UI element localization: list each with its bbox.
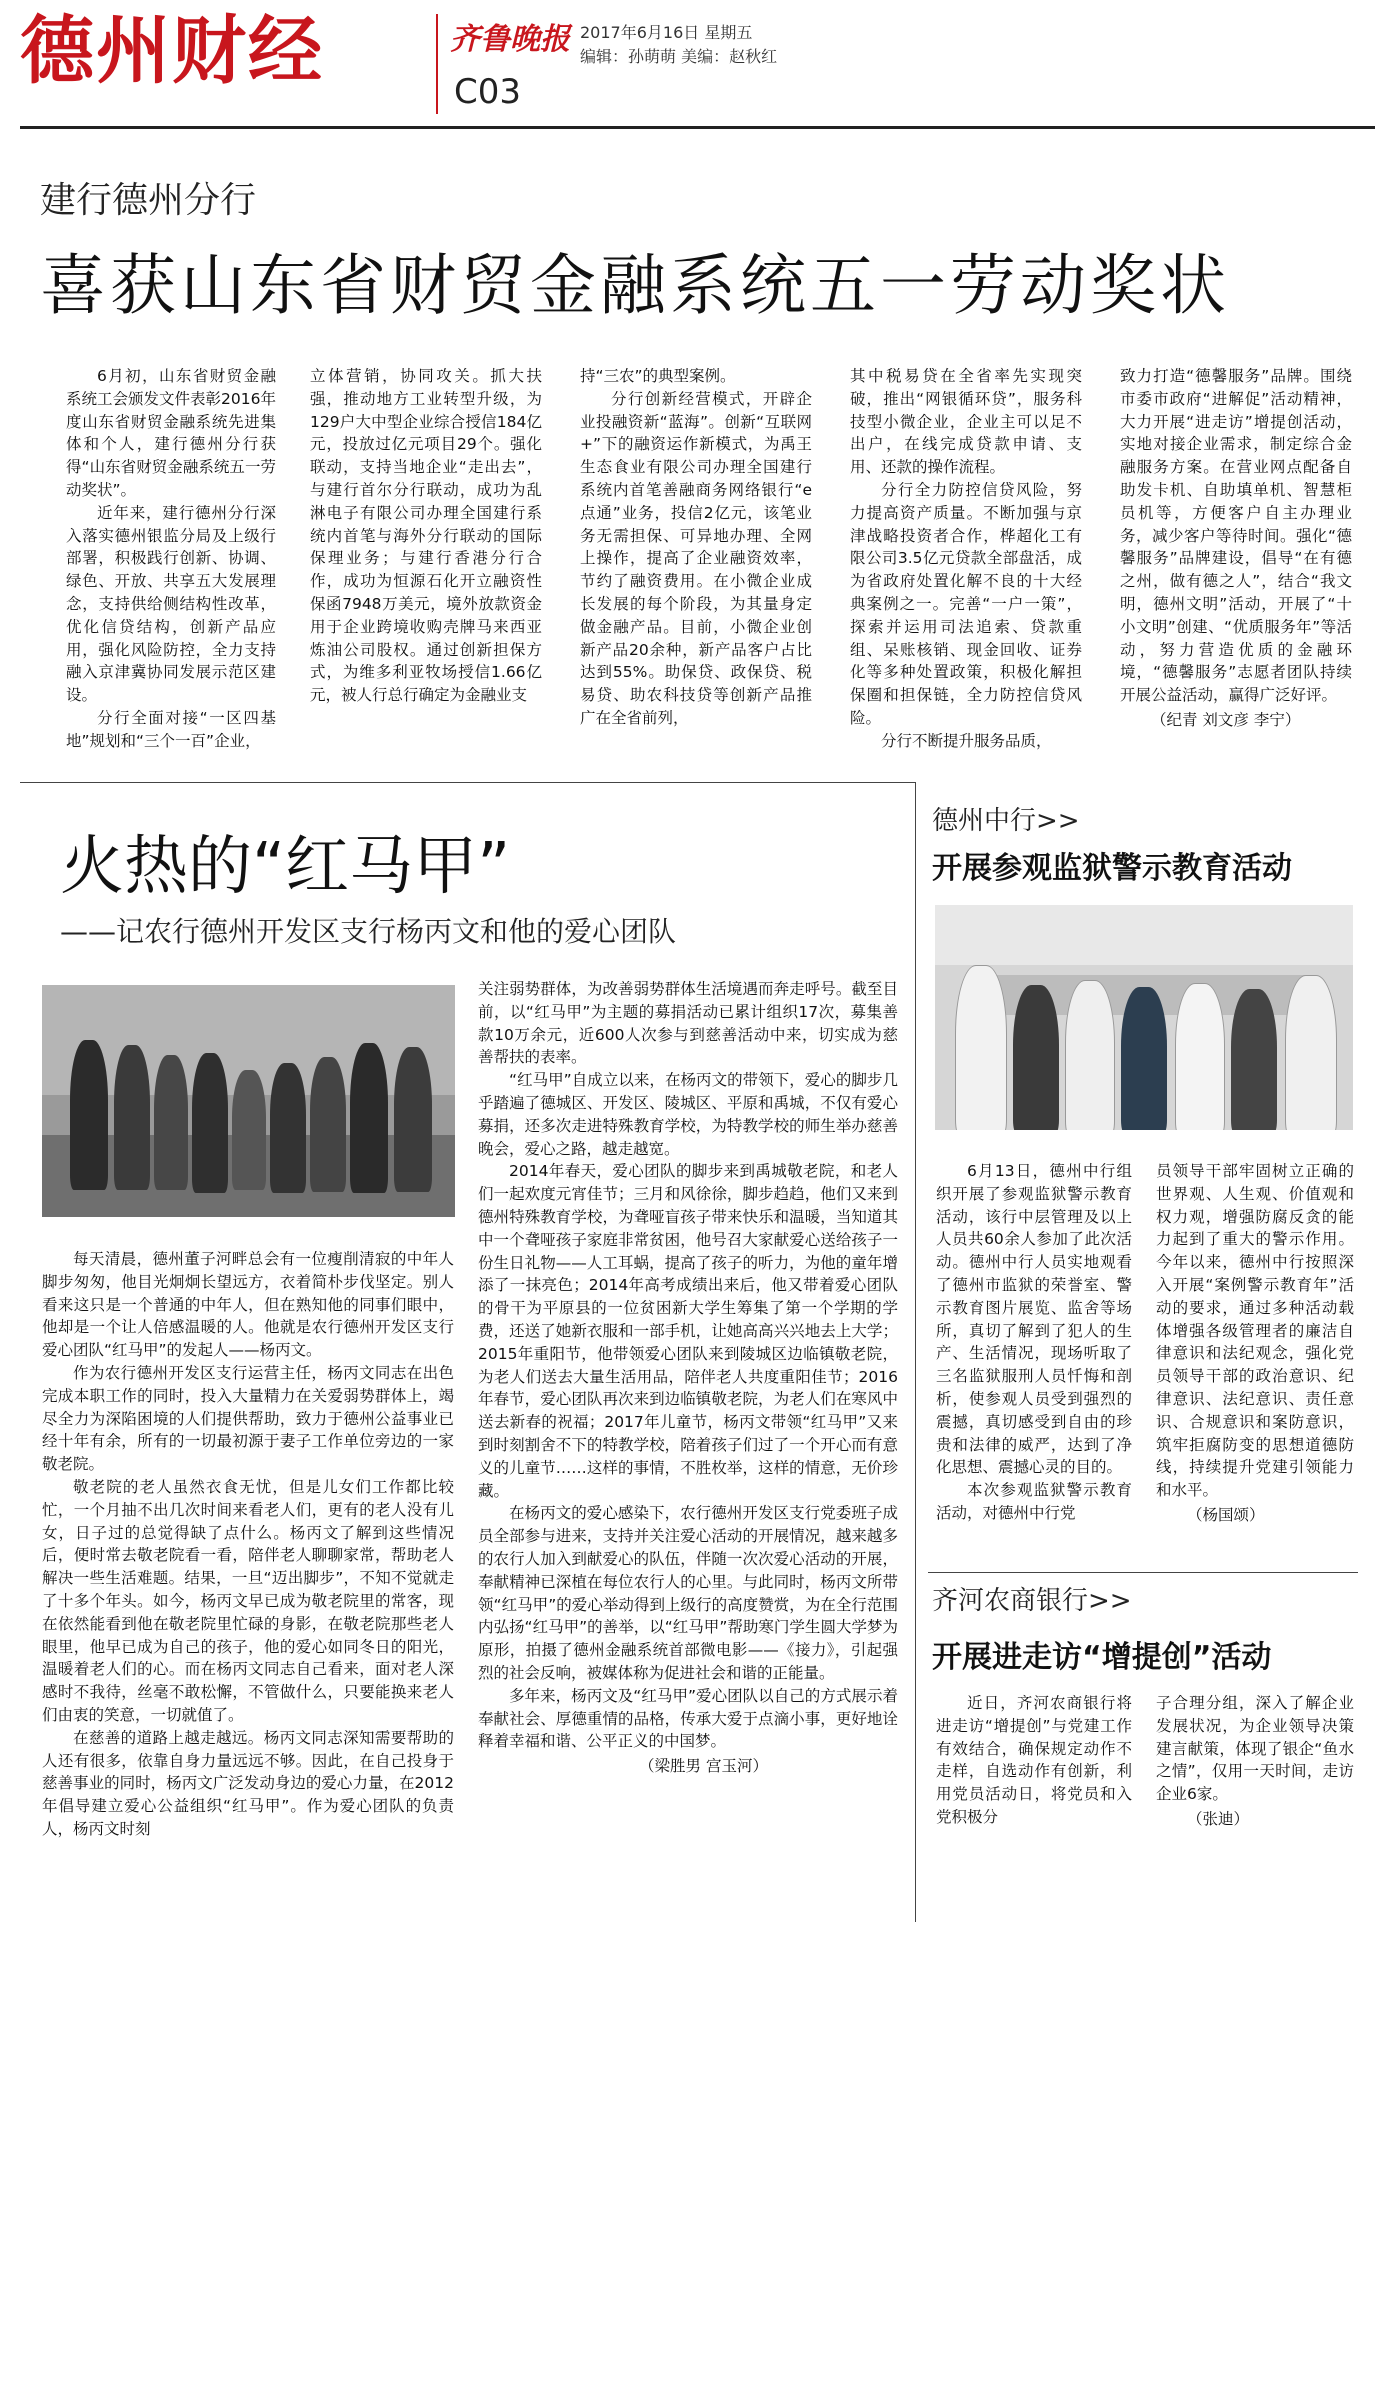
article1-headline: 喜获山东省财贸金融系统五一劳动奖状	[40, 247, 1230, 324]
divider	[20, 782, 915, 783]
paragraph: 在慈善的道路上越走越远。杨丙文同志深知需要帮助的人还有很多，依靠自身力量远远不够。因此，在自己投身于慈善事业的同时，杨丙文广泛发动身边的爱心力量，在2012年倡导建立爱心公益组织“红马甲”。作为爱心团队的负责人，杨丙文时刻	[42, 1728, 454, 1838]
paragraph: 分行创新经营模式，开辟企业投融资新“蓝海”。创新“互联网+”下的融资运作新模式，为禹王生态食业有限公司办理全国建行系统内首笔善融商务网络银行“e点通”业务，投信2亿元，该笔业务无需担保、可异地办理、全网上操作，提高了企业融资效率，节约了融资费用。在小微企业成长发展的每个阶段，为其量身定做金融产品。目前，小微企业创新产品20余种，新产品客户占比达到55%。助保贷、政保贷、税易贷、助农科技贷等创新产品推广在全省前列，	[580, 389, 812, 727]
paper-logo: 齐鲁晚报	[450, 22, 570, 57]
paragraph: 持“三农”的典型案例。	[580, 367, 736, 385]
paragraph: 近年来，建行德州分行深入落实德州银监分局及上级行部署，积极践行创新、协调、绿色、开放、共享五大发展理念，支持供给侧结构性改革，优化信贷结构，创新产品应用，强化风险防控，全力支持融入京津冀协同发展示范区建设。	[66, 503, 276, 705]
paragraph: 致力打造“德馨服务”品牌。围绕市委市政府“进解促”活动精神，大力开展“进走访”增提创活动，实地对接企业需求，制定综合金融服务方案。在营业网点配备自助发卡机、自助填单机、智慧柜员机等，方便客户自主办理业务，减少客户等待时间。强化“德馨服务”品牌建设，倡导“在有德之州，做有德之人”，结合“我文明，德州文明”活动，开展了“十小文明”创建、“优质服务年”等活动，努力营造优质的金融环境，“德馨服务”志愿者团队持续开展公益活动，赢得广泛好评。	[1120, 367, 1352, 705]
prison-visit-photo	[935, 905, 1353, 1130]
article4-column-2	[1156, 1692, 1354, 1831]
paragraph: 在杨丙文的爱心感染下，农行德州开发区支行党委班子成员全部参与进来，支持并关注爱心活动的开展情况，越来越多的农行人加入到献爱心的队伍，伴随一次次爱心活动的开展，奉献精神已深植在每位农行人的心里。与此同时，杨丙文所带领“红马甲”的爱心举动得到上级行的高度赞赏，为在全行范围内弘扬“红马甲”的善举，以“红马甲”帮助寒门学生圆大学梦为原形，拍摄了德州金融系统首部微电影——《接力》，引起强烈的社会反响，被媒体称为促进社会和谐的正能量。	[478, 1504, 898, 1682]
paragraph: 6月初，山东省财贸金融系统工会颁发文件表彰2016年度山东省财贸金融系统先进集体和个人，建行德州分行获得“山东省财贸金融系统五一劳动奖状”。	[66, 367, 276, 499]
paragraph: 立体营销，协同攻关。抓大扶强，推动地方工业转型升级，为129户大中型企业综合授信184亿元，投放过亿元项目29个。强化联动，支持当地企业“走出去”，与建行首尔分行联动，成功为乱淋电子有限公司办理全国建行系统内首笔与海外分行联动的国际保理业务；与建行香港分行合作，成功为恒源石化开立融资性保函7948万美元，境外放款资金用于企业跨境收购壳牌马来西亚炼油公司股权。通过创新担保方式，为维多利亚牧场授信1.66亿元，被人行总行确定为金融业支	[310, 367, 542, 705]
paragraph: 敬老院的老人虽然衣食无忧，但是儿女们工作都比较忙，一个月抽不出几次时间来看老人们，更有的老人没有儿女，日子过的总觉得缺了点什么。杨丙文了解到这些情况后，便时常去敬老院看一看，陪伴老人聊聊家常，帮助老人解决一些生活难题。结果，一旦“迈出脚步”，不知不觉就走了十多个年头。如今，杨丙文早已成为敬老院里的常客，现在依然能看到他在敬老院里忙碌的身影，在敬老院那些老人眼里，他早已成为自己的孩子，他的爱心如同冬日的阳光，温暖着老人们的心。而在杨丙文同志自己看来，面对老人深感时不我待，丝毫不敢松懈，不管做什么，只要能换来老人们由衷的笑意，一切就值了。	[42, 1477, 454, 1724]
article2-headline: 火热的“红马甲”	[60, 830, 511, 904]
article1-byline: （纪青 刘文彦 李宁）	[1151, 710, 1301, 729]
issue-date: 2017年6月16日 星期五	[580, 23, 753, 42]
paragraph: 多年来，杨丙文及“红马甲”爱心团队以自己的方式展示着奉献社会、厚德重情的品格，传承大爱于点滴小事，更好地诠释着幸福和谐、公平正义的中国梦。	[478, 1686, 898, 1751]
article1-kicker: 建行德州分行	[40, 180, 257, 221]
article2-column-2	[478, 978, 898, 1778]
masthead-divider	[436, 14, 438, 114]
article4-section-label: 齐河农商银行>>	[932, 1586, 1132, 1616]
article1-column-3	[580, 365, 812, 730]
article3-byline: （杨国颂）	[1187, 1505, 1265, 1524]
paragraph: 员领导干部牢固树立正确的世界观、人生观、价值观和权力观，增强防腐反贪的能力起到了重大的警示作用。今年以来，德州中行按照深入开展“案例警示教育年”活动的要求，通过多种活动载体增强各级管理者的廉洁自律意识和法纪观念，强化党员领导干部的政治意识、纪律意识、法纪意识、责任意识、合规意识和案防意识，筑牢拒腐防变的思想道德防线，持续提升党建引领能力和水平。	[1156, 1162, 1354, 1500]
article4-headline: 开展进走访“增提创”活动	[932, 1640, 1272, 1675]
article2-column-1	[42, 1248, 454, 1841]
paragraph: 6月13日，德州中行组织开展了参观监狱警示教育活动，该行中层管理及以上人员共60余人参加了此次活动。德州中行人员实地观看了德州市监狱的荣誉室、警示教育图片展览、监舍等场所，真切了解到了犯人的生产、生活情况，现场听取了三名监狱服刑人员忏悔和剖析，使参观人员受到强烈的震撼，真切感受到自由的珍贵和法律的威严，达到了净化思想、震撼心灵的目的。	[936, 1162, 1132, 1477]
section-title: 德州财经	[20, 8, 324, 94]
article1-column-2	[310, 365, 542, 707]
column-divider	[915, 782, 916, 1922]
paragraph: 分行全力防控信贷风险，努力提高资产质量。不断加强与京津战略投资者合作，桦超化工有限公司3.5亿元贷款全部盘活，成为省政府处置化解不良的十大经典案例之一。完善“一户一策”，探索并运用司法追索、贷款重组、呆账核销、现金回收、证券化等多种处置政策，积极化解担保圈和担保链，全力防控信贷风险。	[850, 480, 1082, 727]
paragraph: 其中税易贷在全省率先实现突破，推出“网银循环贷”，服务科技型小微企业，企业主可以足不出户，在线完成贷款申请、支用、还款的操作流程。	[850, 367, 1082, 477]
article3-headline: 开展参观监狱警示教育活动	[932, 851, 1292, 886]
paragraph: 子合理分组，深入了解企业发展状况，为企业领导决策建言献策，体现了银企“鱼水之情”，仅用一天时间，走访企业6家。	[1156, 1694, 1354, 1804]
article4-byline: （张迪）	[1187, 1809, 1250, 1828]
article3-column-2	[1156, 1160, 1354, 1527]
editors-credit: 编辑：孙萌萌 美编：赵秋红	[580, 47, 778, 66]
article4-column-1	[936, 1692, 1132, 1829]
volunteer-group-photo	[42, 985, 455, 1217]
paragraph: 分行不断提升服务品质，	[881, 731, 1052, 750]
paragraph: 作为农行德州开发区支行运营主任，杨丙文同志在出色完成本职工作的同时，投入大量精力在关爱弱势群体上，竭尽全力为深陷困境的人们提供帮助，致力于德州公益事业已经十年有余，所有的一切最初源于妻子工作单位旁边的一家敬老院。	[42, 1363, 454, 1474]
article2-subheadline: ——记农行德州开发区支行杨丙文和他的爱心团队	[60, 915, 677, 948]
page-number: C03	[454, 72, 522, 112]
paragraph: 关注弱势群体，为改善弱势群体生活境遇而奔走呼号。截至目前，以“红马甲”为主题的募捐活动已累计组织17次，募集善款10万余元，近600人次参与到慈善活动中来，切实成为慈善帮扶的表率。	[478, 980, 898, 1067]
paragraph: 分行全面对接“一区四基地”规划和“三个一百”企业，	[66, 708, 276, 750]
paragraph: 每天清晨，德州董子河畔总会有一位瘦削清寂的中年人脚步匆匆，他目光炯炯长望远方，衣着简朴步伐坚定。别人看来这只是一个普通的中年人，但在熟知他的同事们眼中，他却是一个让人倍感温暖的人。他就是农行德州开发区支行爱心团队“红马甲”的发起人——杨丙文。	[42, 1250, 454, 1360]
paragraph: 近日，齐河农商银行将进走访“增提创”与党建工作有效结合，确保规定动作不走样，自选动作有创新，利用党员活动日，将党员和入党积极分	[936, 1694, 1132, 1826]
paragraph: 本次参观监狱警示教育活动，对德州中行党	[936, 1481, 1132, 1522]
article3-section-label: 德州中行>>	[932, 806, 1080, 836]
masthead-rule	[20, 126, 1375, 129]
article3-column-1	[936, 1160, 1132, 1525]
paragraph: “红马甲”自成立以来，在杨丙文的带领下，爱心的脚步几乎踏遍了德城区、开发区、陵城区、平原和禹城，不仅有爱心募捐，还多次走进特殊教育学校，为特教学校的师生举办慈善晚会，爱心之路，越走越宽。	[478, 1071, 898, 1158]
article2-byline: （梁胜男 宫玉河）	[639, 1757, 768, 1776]
paragraph: 2014年春天，爱心团队的脚步来到禹城敬老院，和老人们一起欢度元宵佳节；三月和风徐徐，脚步趋趋，他们又来到德州特殊教育学校，为聋哑盲孩子带来快乐和温暖，当知道其中一个聋哑孩子家庭非常贫困，他号召大家献爱心送给孩子一份生日礼物——人工耳蜗，提高了孩子的听力，为他的童年增添了一抹亮色；2014年高考成绩出来后，他又带着爱心团队的骨干为平原县的一位贫困新大学生筹集了第一个学期的学费，还送了她新衣服和一部手机，让她高高兴兴地去上大学；2015年重阳节，他带领爱心团队来到陵城区边临镇敬老院，为老人们送去大量生活用品，陪伴老人共度重阳佳节；2016年春节，爱心团队再次来到边临镇敬老院，为老人们在寒风中送去新春的祝福；2017年儿童节，杨丙文带领“红马甲”又来到时刻割舍不下的特教学校，陪着孩子们过了一个开心而有意义的儿童节……这样的事情，不胜枚举，这样的情意，无价珍藏。	[478, 1162, 898, 1500]
divider	[928, 1572, 1358, 1573]
article1-column-1	[66, 365, 276, 753]
article1-column-5	[1120, 365, 1352, 732]
article1-column-4	[850, 365, 1082, 753]
